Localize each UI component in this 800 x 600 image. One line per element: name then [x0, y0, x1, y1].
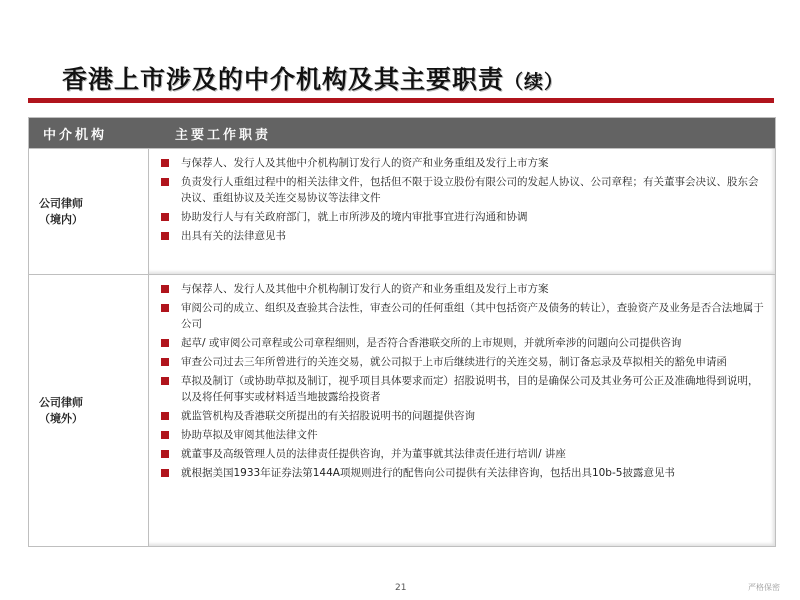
row-label-line2: （境外）	[39, 411, 83, 425]
title-underline	[28, 98, 774, 103]
bullet-icon	[161, 285, 169, 293]
bullet-icon	[161, 159, 169, 167]
duty-item: 与保荐人、发行人及其他中介机构制订发行人的资产和业务重组及发行上市方案	[153, 155, 767, 171]
bullet-icon	[161, 178, 169, 186]
header-duties: 主要工作职责	[175, 127, 272, 143]
bullet-icon	[161, 377, 169, 385]
page-title	[62, 60, 564, 96]
confidential-mark: 严格保密	[748, 583, 780, 592]
duty-item: 负责发行人重组过程中的相关法律文件，包括但不限于设立股份有限公司的发起人协议、公司章程；有关董事会决议、股东会决议、重组协议及关连交易协议等法律文件	[153, 174, 767, 206]
duties-cell	[149, 275, 775, 546]
bullet-icon	[161, 232, 169, 240]
responsibilities-table	[28, 117, 776, 547]
table-row-domestic-counsel	[29, 148, 775, 274]
row-label-line1: 公司律师	[39, 196, 83, 210]
duty-item: 就根据美国1933年证券法第144A项规则进行的配售向公司提供有关法律咨询，包括出具10b-5披露意见书	[153, 465, 767, 481]
bullet-icon	[161, 358, 169, 366]
header-intermediary: 中介机构	[43, 127, 108, 143]
duty-item: 审查公司过去三年所曾进行的关连交易，就公司拟于上市后继续进行的关连交易，制订备忘录及草拟相关的豁免申请函	[153, 354, 767, 370]
table-header	[29, 118, 775, 148]
row-label	[29, 275, 149, 546]
duty-item: 与保荐人、发行人及其他中介机构制订发行人的资产和业务重组及发行上市方案	[153, 281, 767, 297]
bullet-icon	[161, 412, 169, 420]
row-label-line2: （境内）	[39, 212, 83, 226]
duty-item: 协助发行人与有关政府部门，就上市所涉及的境内审批事宜进行沟通和协调	[153, 209, 767, 225]
bullet-icon	[161, 450, 169, 458]
duty-item: 就董事及高级管理人员的法律责任提供咨询，并为董事就其法律责任进行培训/ 讲座	[153, 446, 767, 462]
duty-item: 出具有关的法律意见书	[153, 228, 767, 244]
page-number: 21	[395, 583, 407, 593]
duty-item: 草拟及制订（或协助草拟及制订，视乎项目具体要求而定）招股说明书，目的是确保公司及其业务可公正及准确地得到说明，以及将任何事实或材料适当地披露给投资者	[153, 373, 767, 405]
duties-cell	[149, 149, 775, 274]
title-main: 香港上市涉及的中介机构及其主要职责	[62, 65, 505, 94]
duty-item: 起草/ 或审阅公司章程或公司章程细则，是否符合香港联交所的上市规则，并就所牵涉的问题向公司提供咨询	[153, 335, 767, 351]
title-suffix: （续）	[504, 71, 565, 93]
duty-item: 审阅公司的成立、组织及查验其合法性，审查公司的任何重组（其中包括资产及债务的转让），查验资产及业务是否合法地属于公司	[153, 300, 767, 332]
bullet-icon	[161, 431, 169, 439]
duty-item: 就监管机构及香港联交所提出的有关招股说明书的问题提供咨询	[153, 408, 767, 424]
row-label-line1: 公司律师	[39, 395, 83, 409]
duty-item: 协助草拟及审阅其他法律文件	[153, 427, 767, 443]
bullet-icon	[161, 304, 169, 312]
table-row-overseas-counsel	[29, 274, 775, 546]
bullet-icon	[161, 469, 169, 477]
bullet-icon	[161, 213, 169, 221]
bullet-icon	[161, 339, 169, 347]
row-label	[29, 149, 149, 274]
